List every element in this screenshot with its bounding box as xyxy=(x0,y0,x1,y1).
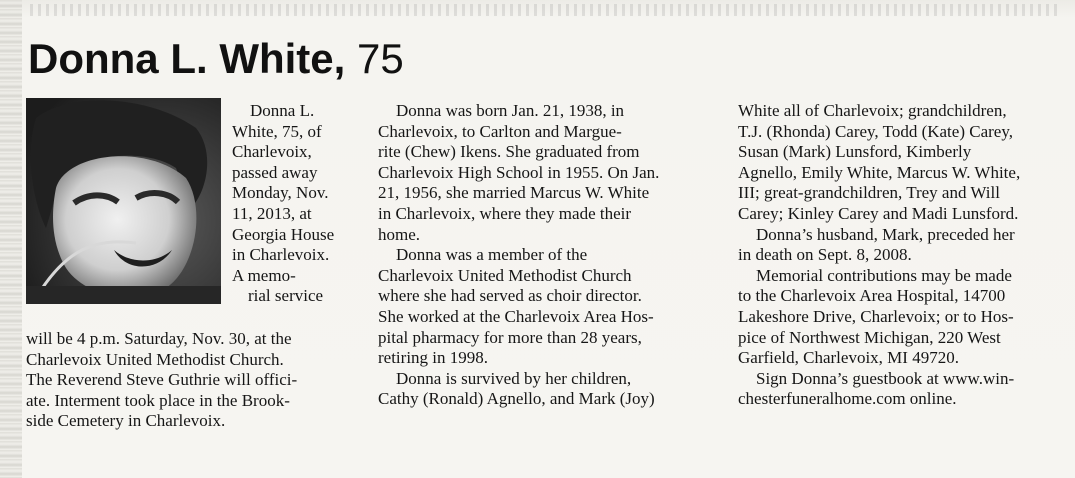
text-line: ate. Interment took place in the Brook- xyxy=(26,390,290,410)
text-line: Lakeshore Drive, Charlevoix; or to Hos- xyxy=(738,306,1014,326)
text-line: pice of Northwest Michigan, 220 West xyxy=(738,327,1001,347)
text-line: Carey; Kinley Carey and Madi Lunsford. xyxy=(738,203,1019,223)
portrait-photo xyxy=(26,98,221,304)
text-line: The Reverend Steve Guthrie will offici- xyxy=(26,370,298,390)
print-bleed-through xyxy=(30,4,1060,16)
text-line: Charlevoix United Methodist Church xyxy=(378,265,632,285)
text-line: Georgia House xyxy=(232,224,335,244)
column-3-body xyxy=(738,101,1058,410)
text-line: Donna’s husband, Mark, preceded her xyxy=(756,224,1015,244)
text-line: Donna is survived by her children, xyxy=(396,368,632,388)
text-line: T.J. (Rhonda) Carey, Todd (Kate) Carey, xyxy=(738,121,1013,141)
text-line: in Charlevoix. xyxy=(232,245,330,265)
text-line: White all of Charlevoix; grandchildren, xyxy=(738,101,1007,120)
text-line: Donna was born Jan. 21, 1938, in xyxy=(396,101,625,120)
text-line: retiring in 1998. xyxy=(378,348,489,368)
text-line: pital pharmacy for more than 28 years, xyxy=(378,327,642,347)
text-line: Donna L. xyxy=(250,101,315,120)
text-line: passed away xyxy=(232,162,318,182)
obituary-age: 75 xyxy=(356,35,404,82)
obituary-name: Donna L. White, xyxy=(28,35,346,82)
text-line: III; great-grandchildren, Trey and Will xyxy=(738,183,1000,203)
text-line: Donna was a member of the xyxy=(396,245,588,265)
text-line: Sign Donna’s guestbook at www.win- xyxy=(756,368,1015,388)
text-line: Charlevoix, xyxy=(232,142,312,162)
text-line: chesterfuneralhome.com online. xyxy=(738,389,957,409)
text-line: Memorial contributions may be made xyxy=(756,265,1012,285)
text-line: White, 75, of xyxy=(232,121,322,141)
text-line: will be 4 p.m. Saturday, Nov. 30, at the xyxy=(26,329,292,348)
text-line: Agnello, Emily White, Marcus W. White, xyxy=(738,162,1021,182)
text-line: Monday, Nov. xyxy=(232,183,329,203)
text-line: Susan (Mark) Lunsford, Kimberly xyxy=(738,142,972,162)
text-line: Garfield, Charlevoix, MI 49720. xyxy=(738,348,959,368)
text-line: Charlevoix United Methodist Church. xyxy=(26,349,284,369)
text-line: She worked at the Charlevoix Area Hos- xyxy=(378,306,654,326)
text-line: home. xyxy=(378,224,421,244)
text-line: side Cemetery in Charlevoix. xyxy=(26,411,226,431)
portrait-image xyxy=(26,98,221,304)
column-1-wrap-text xyxy=(232,101,356,307)
column-1-body xyxy=(26,329,356,432)
text-line: rial service xyxy=(248,286,324,306)
text-line: to the Charlevoix Area Hospital, 14700 xyxy=(738,286,1006,306)
text-line: where she had served as choir director. xyxy=(378,286,642,306)
text-line: 21, 1956, she married Marcus W. White xyxy=(378,183,650,203)
column-2-body xyxy=(378,101,714,410)
text-line: Charlevoix High School in 1955. On Jan. xyxy=(378,162,660,182)
text-line: Cathy (Ronald) Agnello, and Mark (Joy) xyxy=(378,389,655,409)
obituary-title xyxy=(28,36,404,82)
text-line: 11, 2013, at xyxy=(232,203,312,223)
text-line: in death on Sept. 8, 2008. xyxy=(738,245,912,265)
torn-edge xyxy=(0,0,22,478)
text-line: in Charlevoix, where they made their xyxy=(378,203,632,223)
text-line: A memo- xyxy=(232,265,296,285)
text-line: Charlevoix, to Carlton and Margue- xyxy=(378,121,622,141)
text-line: rite (Chew) Ikens. She graduated from xyxy=(378,142,640,162)
